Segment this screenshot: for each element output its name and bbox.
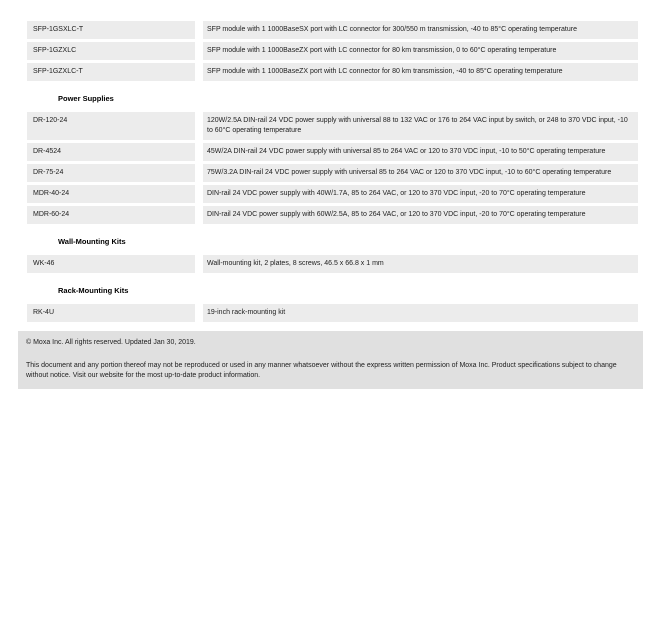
description-cell: 45W/2A DIN-rail 24 VDC power supply with universal 85 to 264 VAC or 120 to 370 VDC input, -10 to 50°C operating temperature: [203, 143, 638, 161]
table-row: [27, 143, 638, 161]
description-cell: 120W/2.5A DIN-rail 24 VDC power supply with universal 88 to 132 VAC or 176 to 264 VAC input by switch, or 248 to 370 VDC input, -10 to 60°C operating temperature: [203, 112, 638, 140]
model-cell: SFP-1GZXLC-T: [27, 63, 195, 81]
description-cell: SFP module with 1 1000BaseSX port with LC connector for 300/550 m transmission, -40 to 85°C operating temperature: [203, 21, 638, 39]
model-cell: DR-120-24: [27, 112, 195, 140]
description-cell: 75W/3.2A DIN-rail 24 VDC power supply with universal 85 to 264 VAC or 120 to 370 VDC input, -10 to 60°C operating temperature: [203, 164, 638, 182]
footer-copyright: © Moxa Inc. All rights reserved. Updated Jan 30, 2019.: [26, 339, 196, 346]
description-cell: SFP module with 1 1000BaseZX port with LC connector for 80 km transmission, -40 to 85°C operating temperature: [203, 63, 638, 81]
model-cell: DR-4524: [27, 143, 195, 161]
description-cell: DIN-rail 24 VDC power supply with 40W/1.7A, 85 to 264 VAC, or 120 to 370 VDC input, -20 to 70°C operating temperature: [203, 185, 638, 203]
model-cell: RK-4U: [27, 304, 195, 322]
model-cell: SFP-1GSXLC-T: [27, 21, 195, 39]
table-row: [27, 42, 638, 60]
description-cell: Wall-mounting kit, 2 plates, 8 screws, 46.5 x 66.8 x 1 mm: [203, 255, 638, 273]
model-cell: WK-46: [27, 255, 195, 273]
table-row: [27, 255, 638, 273]
table-row: [27, 63, 638, 81]
table-row: [27, 185, 638, 203]
section-heading: Wall-Mounting Kits: [58, 237, 126, 246]
description-cell: 19-inch rack-mounting kit: [203, 304, 638, 322]
section-heading: Rack-Mounting Kits: [58, 286, 129, 295]
description-cell: SFP module with 1 1000BaseZX port with LC connector for 80 km transmission, 0 to 60°C operating temperature: [203, 42, 638, 60]
model-cell: MDR-60-24: [27, 206, 195, 224]
document-footer: [18, 331, 643, 389]
table-row: [27, 112, 638, 140]
table-row: [27, 304, 638, 322]
table-row: [27, 206, 638, 224]
model-cell: SFP-1GZXLC: [27, 42, 195, 60]
model-cell: MDR-40-24: [27, 185, 195, 203]
footer-disclaimer: This document and any portion thereof may not be reproduced or used in any manner whatsoever without the express written permission of Moxa Inc. Product specifications subject to change without notice. Visit our website for the most up-to-date product information.: [26, 362, 617, 379]
model-cell: DR-75-24: [27, 164, 195, 182]
ordering-table: [27, 21, 638, 322]
table-row: [27, 164, 638, 182]
table-row: [27, 21, 638, 39]
description-cell: DIN-rail 24 VDC power supply with 60W/2.5A, 85 to 264 VAC, or 120 to 370 VDC input, -20 to 70°C operating temperature: [203, 206, 638, 224]
section-heading: Power Supplies: [58, 94, 114, 103]
